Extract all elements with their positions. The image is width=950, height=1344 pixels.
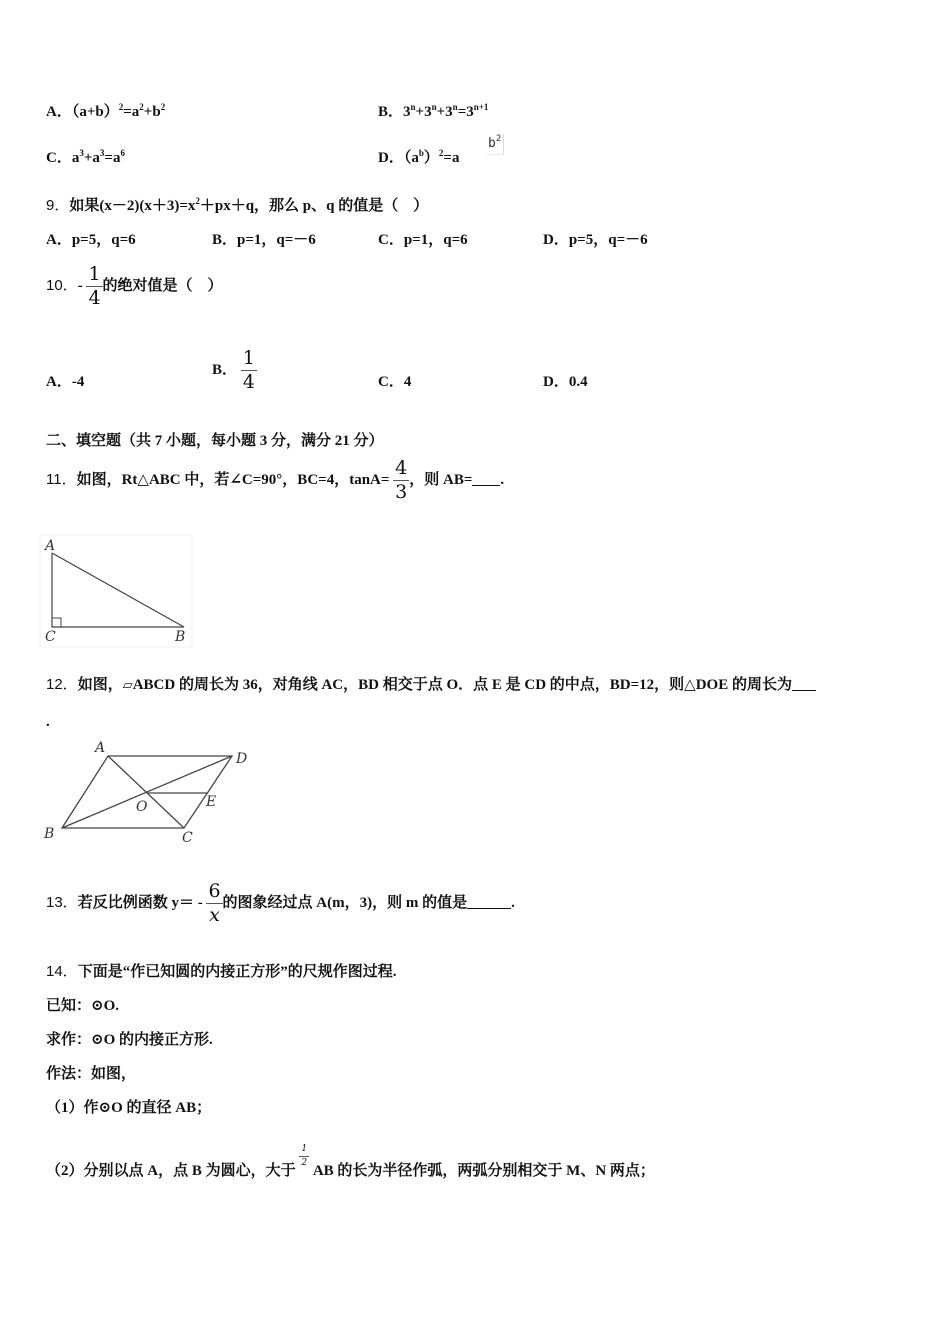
q8-option-d: D．$(a^b)^2=a$	[378, 148, 460, 166]
q12-label-e: E	[206, 794, 217, 810]
q14-method: 作法：如图，	[46, 1066, 137, 1082]
q10-option-b-fraction: $\frac{1}{4}$	[242, 347, 255, 394]
q14-half-fraction: $\frac{1}{2}$	[301, 1144, 308, 1168]
q14-step-2: （2）分别以点 A，点 B 为圆心，大于 $\frac{1}{2}$ AB 的长为半径作弧，两弧分别相交于 M、N 两点；	[46, 1144, 655, 1179]
q11-triangle-figure	[40, 535, 192, 647]
q8-option-a: A．$(a+b)^2=a^2+b^2$	[46, 102, 166, 120]
q12-label-a: A	[95, 740, 106, 756]
q11-label-a: A	[45, 538, 56, 554]
q13-answer-blank[interactable]	[467, 894, 511, 909]
q12-label-b: B	[44, 826, 55, 842]
q9-option-c: C．p=1，q=6	[378, 232, 468, 248]
q13-stem: 13．若反比例函数 y＝ - $\frac{6}{x}$ 的图象经过点 A(m，3)，则 m 的值是 .	[46, 880, 515, 927]
q13-fraction: $\frac{6}{x}$	[208, 880, 221, 927]
q11-answer-blank[interactable]	[472, 471, 500, 486]
q14-title: 14．下面是“作已知圆的内接正方形”的尺规作图过程.	[46, 963, 397, 980]
q11-fraction: $\frac{4}{3}$	[395, 457, 408, 504]
q14-step-1: （1）作⊙O 的直径 AB；	[46, 1100, 212, 1116]
section-title: 二、填空题（共 7 小题，每小题 3 分，满分 21 分）	[46, 433, 384, 449]
q11-label-c: C	[45, 629, 56, 645]
q10-option-d: D．0.4	[543, 374, 588, 390]
q8-d-power-image: $b^2$	[486, 134, 504, 155]
parallelogram-icon: ▱	[122, 677, 133, 692]
q12-stem: 12．如图，▱ABCD 的周长为 36，对角线 AC，BD 相交于点 O．点 E 是 CD 的中点，BD=12，则△DOE 的周长为	[46, 675, 816, 695]
q11-figure-frame	[40, 535, 192, 647]
q9-stem: 9．如果$(x-2)(x+3)=x^2+px+q$，那么 p、q 的值是（ ）	[46, 196, 429, 214]
q9-option-a: A．p=5，q=6	[46, 232, 136, 248]
q12-label-d: D	[236, 751, 248, 767]
q11-side-ab	[52, 553, 184, 627]
q11-stem: 11．如图，Rt△ABC 中，若∠C=90°，BC=4，tanA= $\frac{4}{3}$ ，则 AB= .	[46, 457, 505, 504]
q12-label-c: C	[182, 830, 193, 846]
q10-fraction: $\frac{1}{4}$	[88, 263, 101, 310]
q9-option-b: B．p=1，q=－6	[212, 232, 316, 248]
q12-answer-blank[interactable]	[792, 676, 816, 691]
q10-option-b: B． $\frac{1}{4}$	[212, 347, 255, 394]
q12-label-o: O	[136, 799, 148, 815]
q12-stem-end: .	[46, 714, 50, 730]
q8-option-b: B．$3^n+3^n+3^n=3^{n+1}$	[378, 102, 489, 120]
q10-option-a: A．-4	[46, 374, 85, 390]
q12-parallelogram-figure	[40, 738, 255, 848]
q14-required: 求作：⊙O 的内接正方形.	[46, 1032, 213, 1048]
q9-option-d: D．p=5，q=－6	[543, 232, 648, 248]
q12-diagonal-bd	[62, 756, 232, 828]
q8-option-c: C．$a^3+a^3=a^6$	[46, 148, 125, 166]
q14-given: 已知：⊙O.	[46, 998, 119, 1014]
q11-right-angle-mark	[52, 618, 61, 627]
q10-option-c: C．4	[378, 374, 412, 390]
q11-label-b: B	[175, 629, 186, 645]
q10-stem: 10．- $\frac{1}{4}$ 的绝对值是（ ）	[46, 263, 223, 310]
